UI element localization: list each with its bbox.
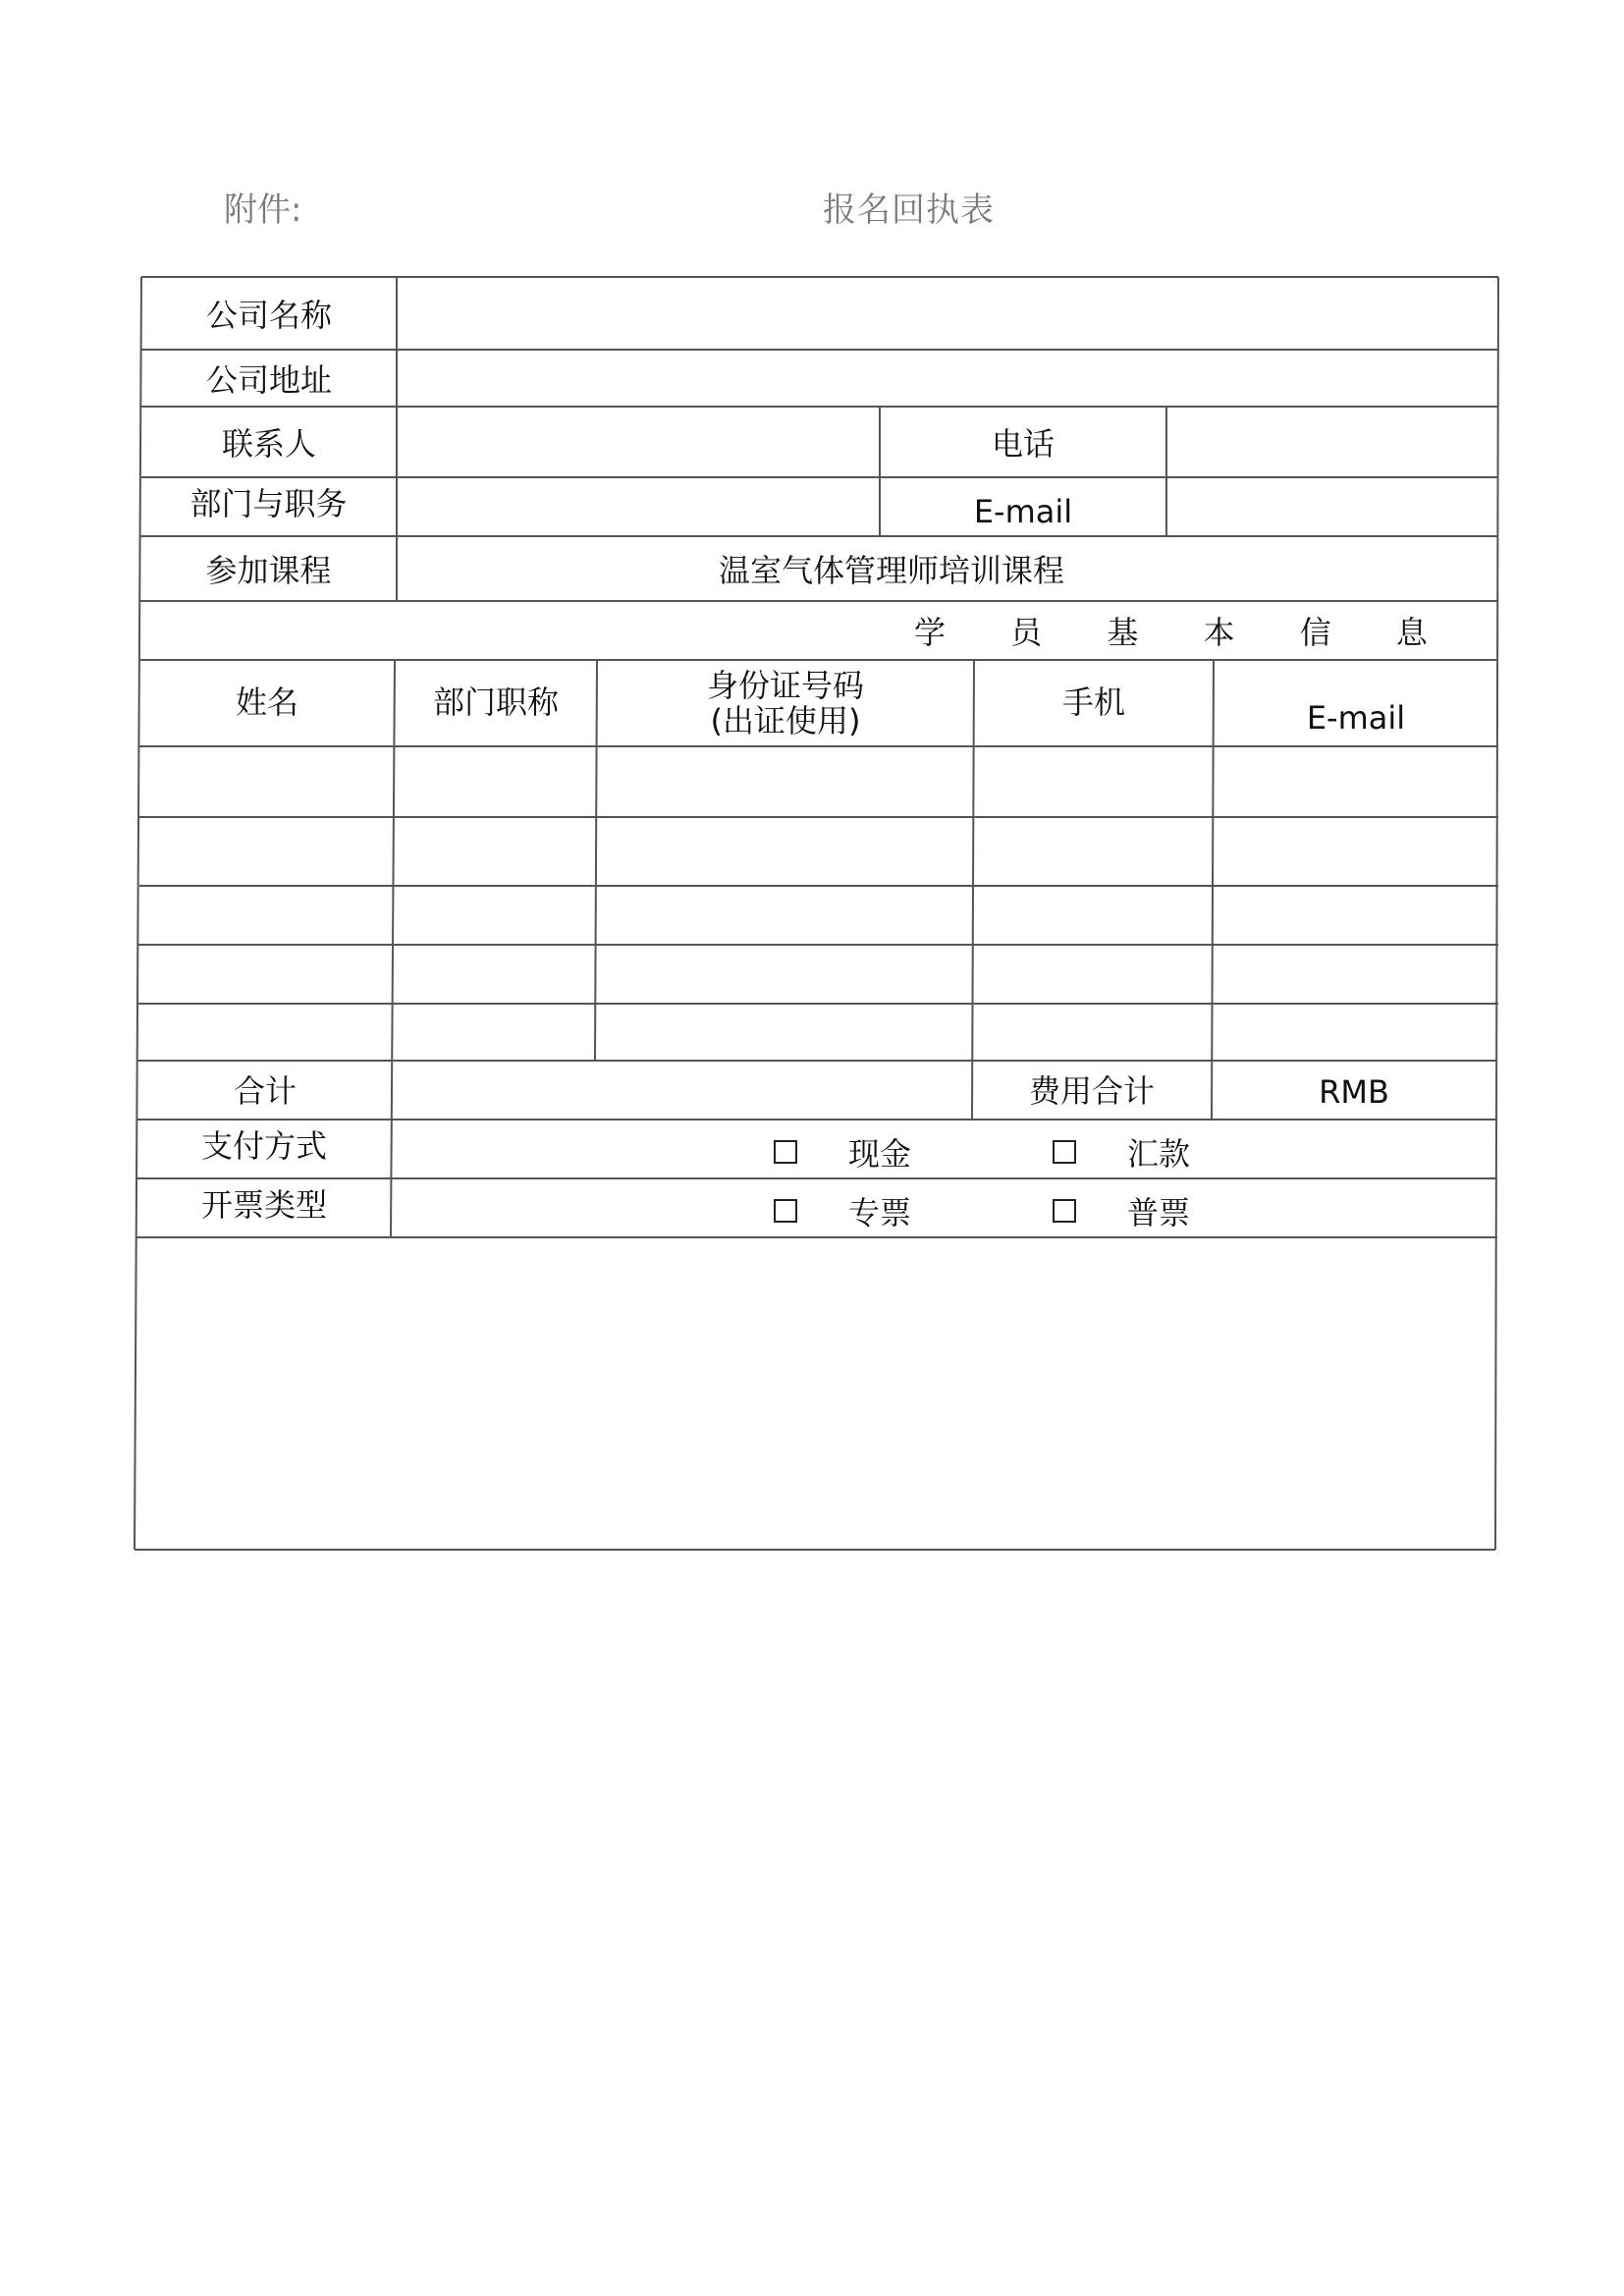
payment-option-cash[interactable] (774, 1129, 911, 1175)
company-address-field[interactable] (397, 350, 1498, 407)
col-id-header-line1: 身份证号码 (706, 667, 864, 704)
student-info-heading: 学 员 基 本 信 息 (914, 614, 1455, 651)
col-name-header: 姓名 (235, 683, 298, 721)
label-payment-method: 支付方式 (200, 1127, 327, 1165)
course-value: 温室气体管理师培训课程 (718, 552, 1064, 589)
col-dept-title-header: 部门职称 (432, 683, 559, 721)
col-mobile-header: 手机 (1061, 683, 1125, 721)
annex-label: 附件: (224, 191, 302, 230)
label-company-name: 公司名称 (205, 297, 332, 334)
label-total: 合计 (233, 1072, 297, 1110)
label-contact: 联系人 (221, 425, 316, 463)
remittance-label: 汇款 (1127, 1135, 1191, 1173)
invoice-option-general[interactable] (1053, 1188, 1190, 1233)
special-invoice-checkbox[interactable] (774, 1199, 797, 1223)
general-invoice-checkbox[interactable] (1053, 1199, 1076, 1223)
general-invoice-label: 普票 (1127, 1194, 1191, 1231)
label-fee-total: 费用合计 (1028, 1072, 1155, 1110)
invoice-option-special[interactable] (774, 1188, 911, 1233)
special-invoice-label: 专票 (848, 1194, 912, 1231)
label-email: E-mail (973, 493, 1073, 530)
payment-option-remittance[interactable] (1053, 1129, 1190, 1175)
currency-label: RMB (1319, 1073, 1389, 1111)
dept-position-field[interactable] (397, 477, 880, 536)
form-title: 报名回执表 (823, 191, 995, 230)
label-company-address: 公司地址 (205, 361, 332, 399)
phone-field[interactable] (1166, 407, 1498, 477)
col-id-header-line2: (出证使用) (710, 702, 861, 739)
remittance-checkbox[interactable] (1053, 1140, 1076, 1164)
cash-label: 现金 (848, 1135, 912, 1173)
label-course: 参加课程 (205, 552, 332, 589)
label-dept-position: 部门与职务 (189, 485, 348, 522)
label-invoice-type: 开票类型 (200, 1186, 327, 1224)
email-field[interactable] (1166, 477, 1498, 536)
total-field[interactable] (393, 1061, 972, 1120)
col-id-header (597, 660, 974, 746)
label-phone: 电话 (991, 425, 1055, 463)
contact-field[interactable] (397, 407, 880, 477)
notes-area[interactable] (136, 1237, 1497, 1550)
col-email-header: E-mail (1306, 699, 1406, 737)
cash-checkbox[interactable] (774, 1140, 797, 1164)
company-name-field[interactable] (397, 277, 1498, 350)
